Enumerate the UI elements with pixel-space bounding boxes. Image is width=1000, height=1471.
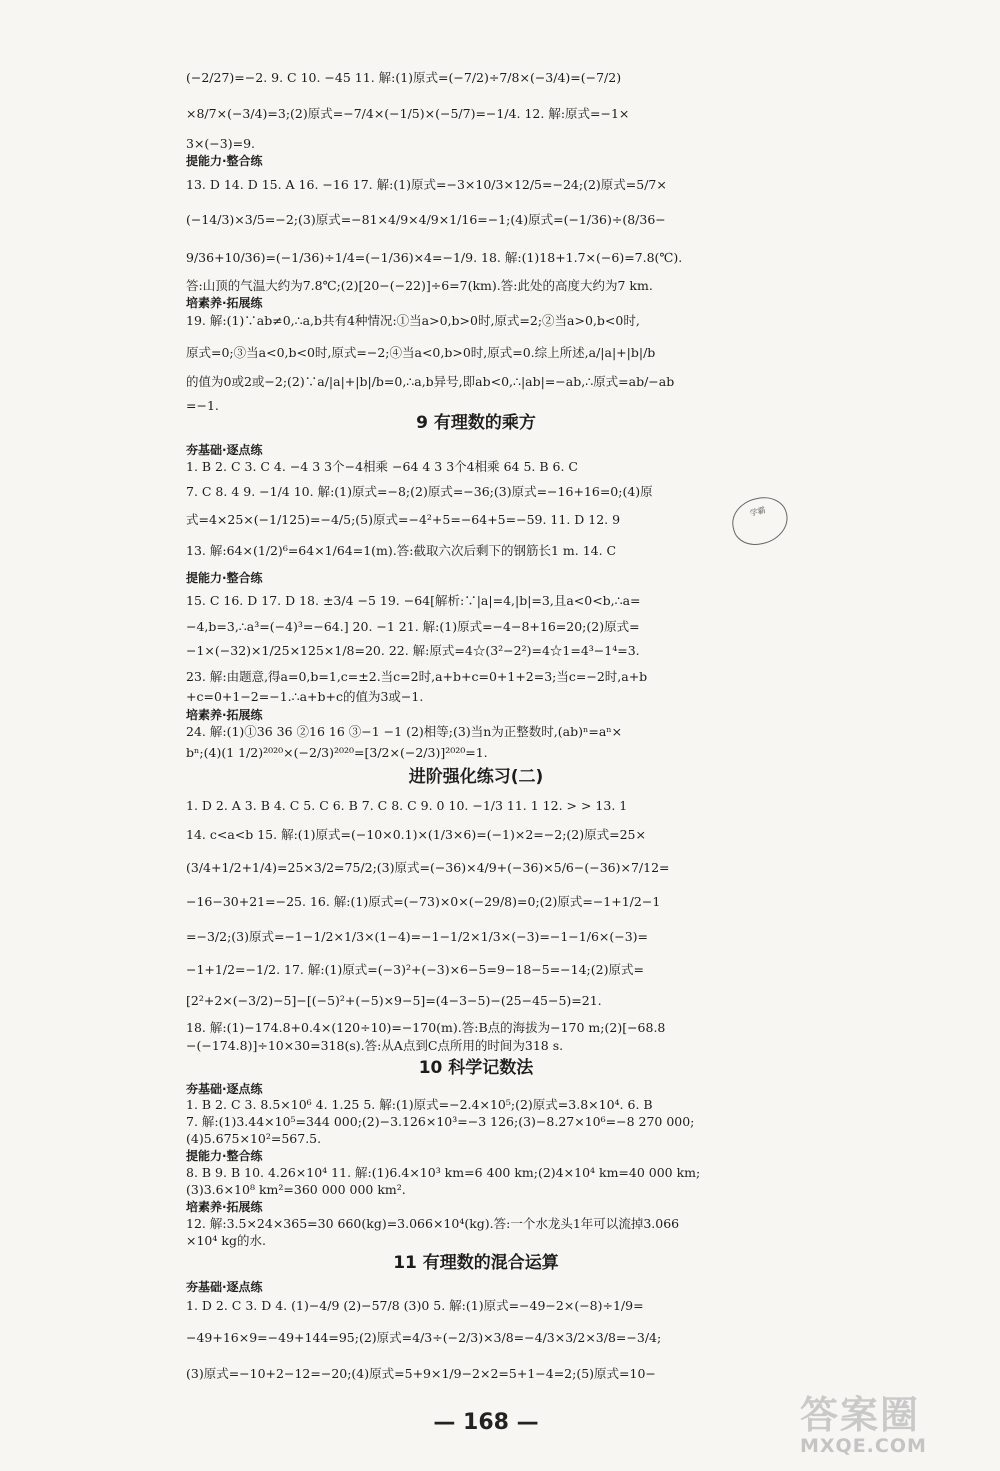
answer-line: 7. 解:(1)3.44×10⁵=344 000;(2)−3.126×10³=−3 126;(3)−8.27×10⁶=−8 270 000;: [186, 1114, 695, 1129]
stamp-text: 学霸: [748, 505, 767, 519]
watermark-top: 答案圈: [800, 1393, 921, 1437]
answer-line: 24. 解:(1)①36 36 ②16 16 ③−1 −1 (2)相等;(3)当n为正整数时,(ab)ⁿ=aⁿ×: [186, 724, 623, 739]
watermark-logo: [800, 1395, 990, 1465]
answer-line: (3)原式=−10+2−12=−20;(4)原式=5+9×1/9−2×2=5+1−4=2;(5)原式=10−: [186, 1366, 656, 1381]
answer-line: 1. B 2. C 3. 8.5×10⁶ 4. 1.25 5. 解:(1)原式=−2.4×10⁵;(2)原式=3.8×10⁴. 6. B: [186, 1097, 653, 1112]
section-heading: 培素养·拓展练: [186, 708, 263, 722]
answer-line: 9/36+10/36)=(−1/36)÷1/4=(−1/36)×4=−1/9. 18. 解:(1)18+1.7×(−6)=7.8(℃).: [186, 250, 683, 265]
section-heading: 培素养·拓展练: [186, 296, 263, 310]
answer-line: 12. 解:3.5×24×365=30 660(kg)=3.066×10⁴(kg).答:一个水龙头1年可以流掉3.066: [186, 1216, 680, 1231]
answer-line: 14. c<a<b 15. 解:(1)原式=(−10×0.1)×(1/3×6)=(−1)×2=−2;(2)原式=25×: [186, 827, 646, 842]
section-heading: 提能力·整合练: [186, 154, 263, 168]
answer-line: bⁿ;(4)(1 1/2)²⁰²⁰×(−2/3)²⁰²⁰=[3/2×(−2/3)]²⁰²⁰=1.: [186, 745, 488, 760]
answer-line: −1+1/2=−1/2. 17. 解:(1)原式=(−3)²+(−3)×6−5=9−18−5=−14;(2)原式=: [186, 962, 644, 977]
page-number: — 168 —: [433, 1410, 539, 1435]
answer-line: (−2/27)=−2. 9. C 10. −45 11. 解:(1)原式=(−7/2)÷7/8×(−3/4)=(−7/2): [186, 70, 622, 85]
answer-line: −(−174.8)]÷10×30=318(s).答:从A点到C点所用的时间为318 s.: [186, 1038, 564, 1053]
answer-line: 23. 解:由题意,得a=0,b=1,c=±2.当c=2时,a+b+c=0+1+2=3;当c=−2时,a+b: [186, 669, 648, 684]
answer-line: 15. C 16. D 17. D 18. ±3/4 −5 19. −64[解析:∵|a|=4,|b|=3,且a<0<b,∴a=: [186, 593, 641, 608]
section-title: 11 有理数的混合运算: [393, 1253, 559, 1273]
answer-line: ×8/7×(−3/4)=3;(2)原式=−7/4×(−1/5)×(−5/7)=−1/4. 12. 解:原式=−1×: [186, 106, 630, 121]
answer-line: [2²+2×(−3/2)−5]−[(−5)²+(−5)×9−5]=(4−3−5)−(25−45−5)=21.: [186, 993, 602, 1008]
answer-line: 19. 解:(1)∵ab≠0,∴a,b共有4种情况:①当a>0,b>0时,原式=2;②当a>0,b<0时,: [186, 313, 640, 328]
answer-line: −4,b=3,∴a³=(−4)³=−64.] 20. −1 21. 解:(1)原式=−4−8+16=20;(2)原式=: [186, 619, 640, 634]
answer-line: −16−30+21=−25. 16. 解:(1)原式=(−73)×0×(−29/8)=0;(2)原式=−1+1/2−1: [186, 894, 661, 909]
answer-line: −49+16×9=−49+144=95;(2)原式=4/3÷(−2/3)×3/8=−4/3×3/2×3/8=−3/4;: [186, 1330, 662, 1345]
answer-line: 18. 解:(1)−174.8+0.4×(120÷10)=−170(m).答:B点的海拔为−170 m;(2)[−68.8: [186, 1020, 666, 1035]
answer-line: 答:山顶的气温大约为7.8℃;(2)[20−(−22)]÷6=7(km).答:此处的高度大约为7 km.: [186, 278, 653, 293]
answer-line: =−1.: [186, 398, 219, 413]
section-heading: 夯基础·逐点练: [186, 443, 263, 457]
section-title: 进阶强化练习(二): [408, 767, 544, 787]
answer-line: (4)5.675×10²=567.5.: [186, 1131, 322, 1146]
watermark-bottom: MXQE.COM: [800, 1435, 927, 1457]
answer-line: 13. 解:64×(1/2)⁶=64×1/64=1(m).答:截取六次后剩下的钢筋长1 m. 14. C: [186, 543, 617, 558]
answer-line: +c=0+1−2=−1.∴a+b+c的值为3或−1.: [186, 689, 424, 704]
answer-line: 1. B 2. C 3. C 4. −4 3 3个−4相乘 −64 4 3 3个4相乘 64 5. B 6. C: [186, 459, 578, 474]
answer-line: 1. D 2. C 3. D 4. (1)−4/9 (2)−57/8 (3)0 5. 解:(1)原式=−49−2×(−8)÷1/9=: [186, 1298, 644, 1313]
answer-line: 原式=0;③当a<0,b<0时,原式=−2;④当a<0,b>0时,原式=0.综上所述,a/|a|+|b|/b: [186, 345, 656, 360]
stamp-icon: [727, 492, 792, 550]
answer-line: (3)3.6×10⁸ km²=360 000 000 km².: [186, 1182, 406, 1197]
answer-line: =−3/2;(3)原式=−1−1/2×1/3×(1−4)=−1−1/2×1/3×(−3)=−1−1/6×(−3)=: [186, 929, 649, 944]
answer-line: 的值为0或2或−2;(2)∵a/|a|+|b|/b=0,∴a,b异号,即ab<0,∴|ab|=−ab,∴原式=ab/−ab: [186, 374, 675, 389]
answer-line: −1×(−32)×1/25×125×1/8=20. 22. 解:原式=4☆(3²−2²)=4☆1=4³−1⁴=3.: [186, 643, 640, 658]
answer-line: 1. D 2. A 3. B 4. C 5. C 6. B 7. C 8. C 9. 0 10. −1/3 11. 1 12. > > 13. 1: [186, 798, 628, 813]
answer-line: 7. C 8. 4 9. −1/4 10. 解:(1)原式=−8;(2)原式=−36;(3)原式=−16+16=0;(4)原: [186, 484, 653, 499]
section-title: 9 有理数的乘方: [416, 413, 536, 433]
answer-line: 式=4×25×(−1/125)=−4/5;(5)原式=−4²+5=−64+5=−59. 11. D 12. 9: [186, 512, 621, 527]
answer-line: 3×(−3)=9.: [186, 136, 256, 151]
section-heading: 夯基础·逐点练: [186, 1280, 263, 1294]
section-heading: 提能力·整合练: [186, 571, 263, 585]
section-heading: 夯基础·逐点练: [186, 1082, 263, 1096]
answer-line: 13. D 14. D 15. A 16. −16 17. 解:(1)原式=−3×10/3×12/5=−24;(2)原式=5/7×: [186, 177, 667, 192]
answer-line: 8. B 9. B 10. 4.26×10⁴ 11. 解:(1)6.4×10³ km=6 400 km;(2)4×10⁴ km=40 000 km;: [186, 1165, 701, 1180]
section-heading: 培素养·拓展练: [186, 1200, 263, 1214]
section-title: 10 科学记数法: [418, 1058, 534, 1078]
answer-line: (3/4+1/2+1/4)=25×3/2=75/2;(3)原式=(−36)×4/9+(−36)×5/6−(−36)×7/12=: [186, 860, 670, 875]
section-heading: 提能力·整合练: [186, 1149, 263, 1163]
answer-line: (−14/3)×3/5=−2;(3)原式=−81×4/9×4/9×1/16=−1;(4)原式=(−1/36)÷(8/36−: [186, 212, 666, 227]
answer-line: ×10⁴ kg的水.: [186, 1233, 266, 1248]
